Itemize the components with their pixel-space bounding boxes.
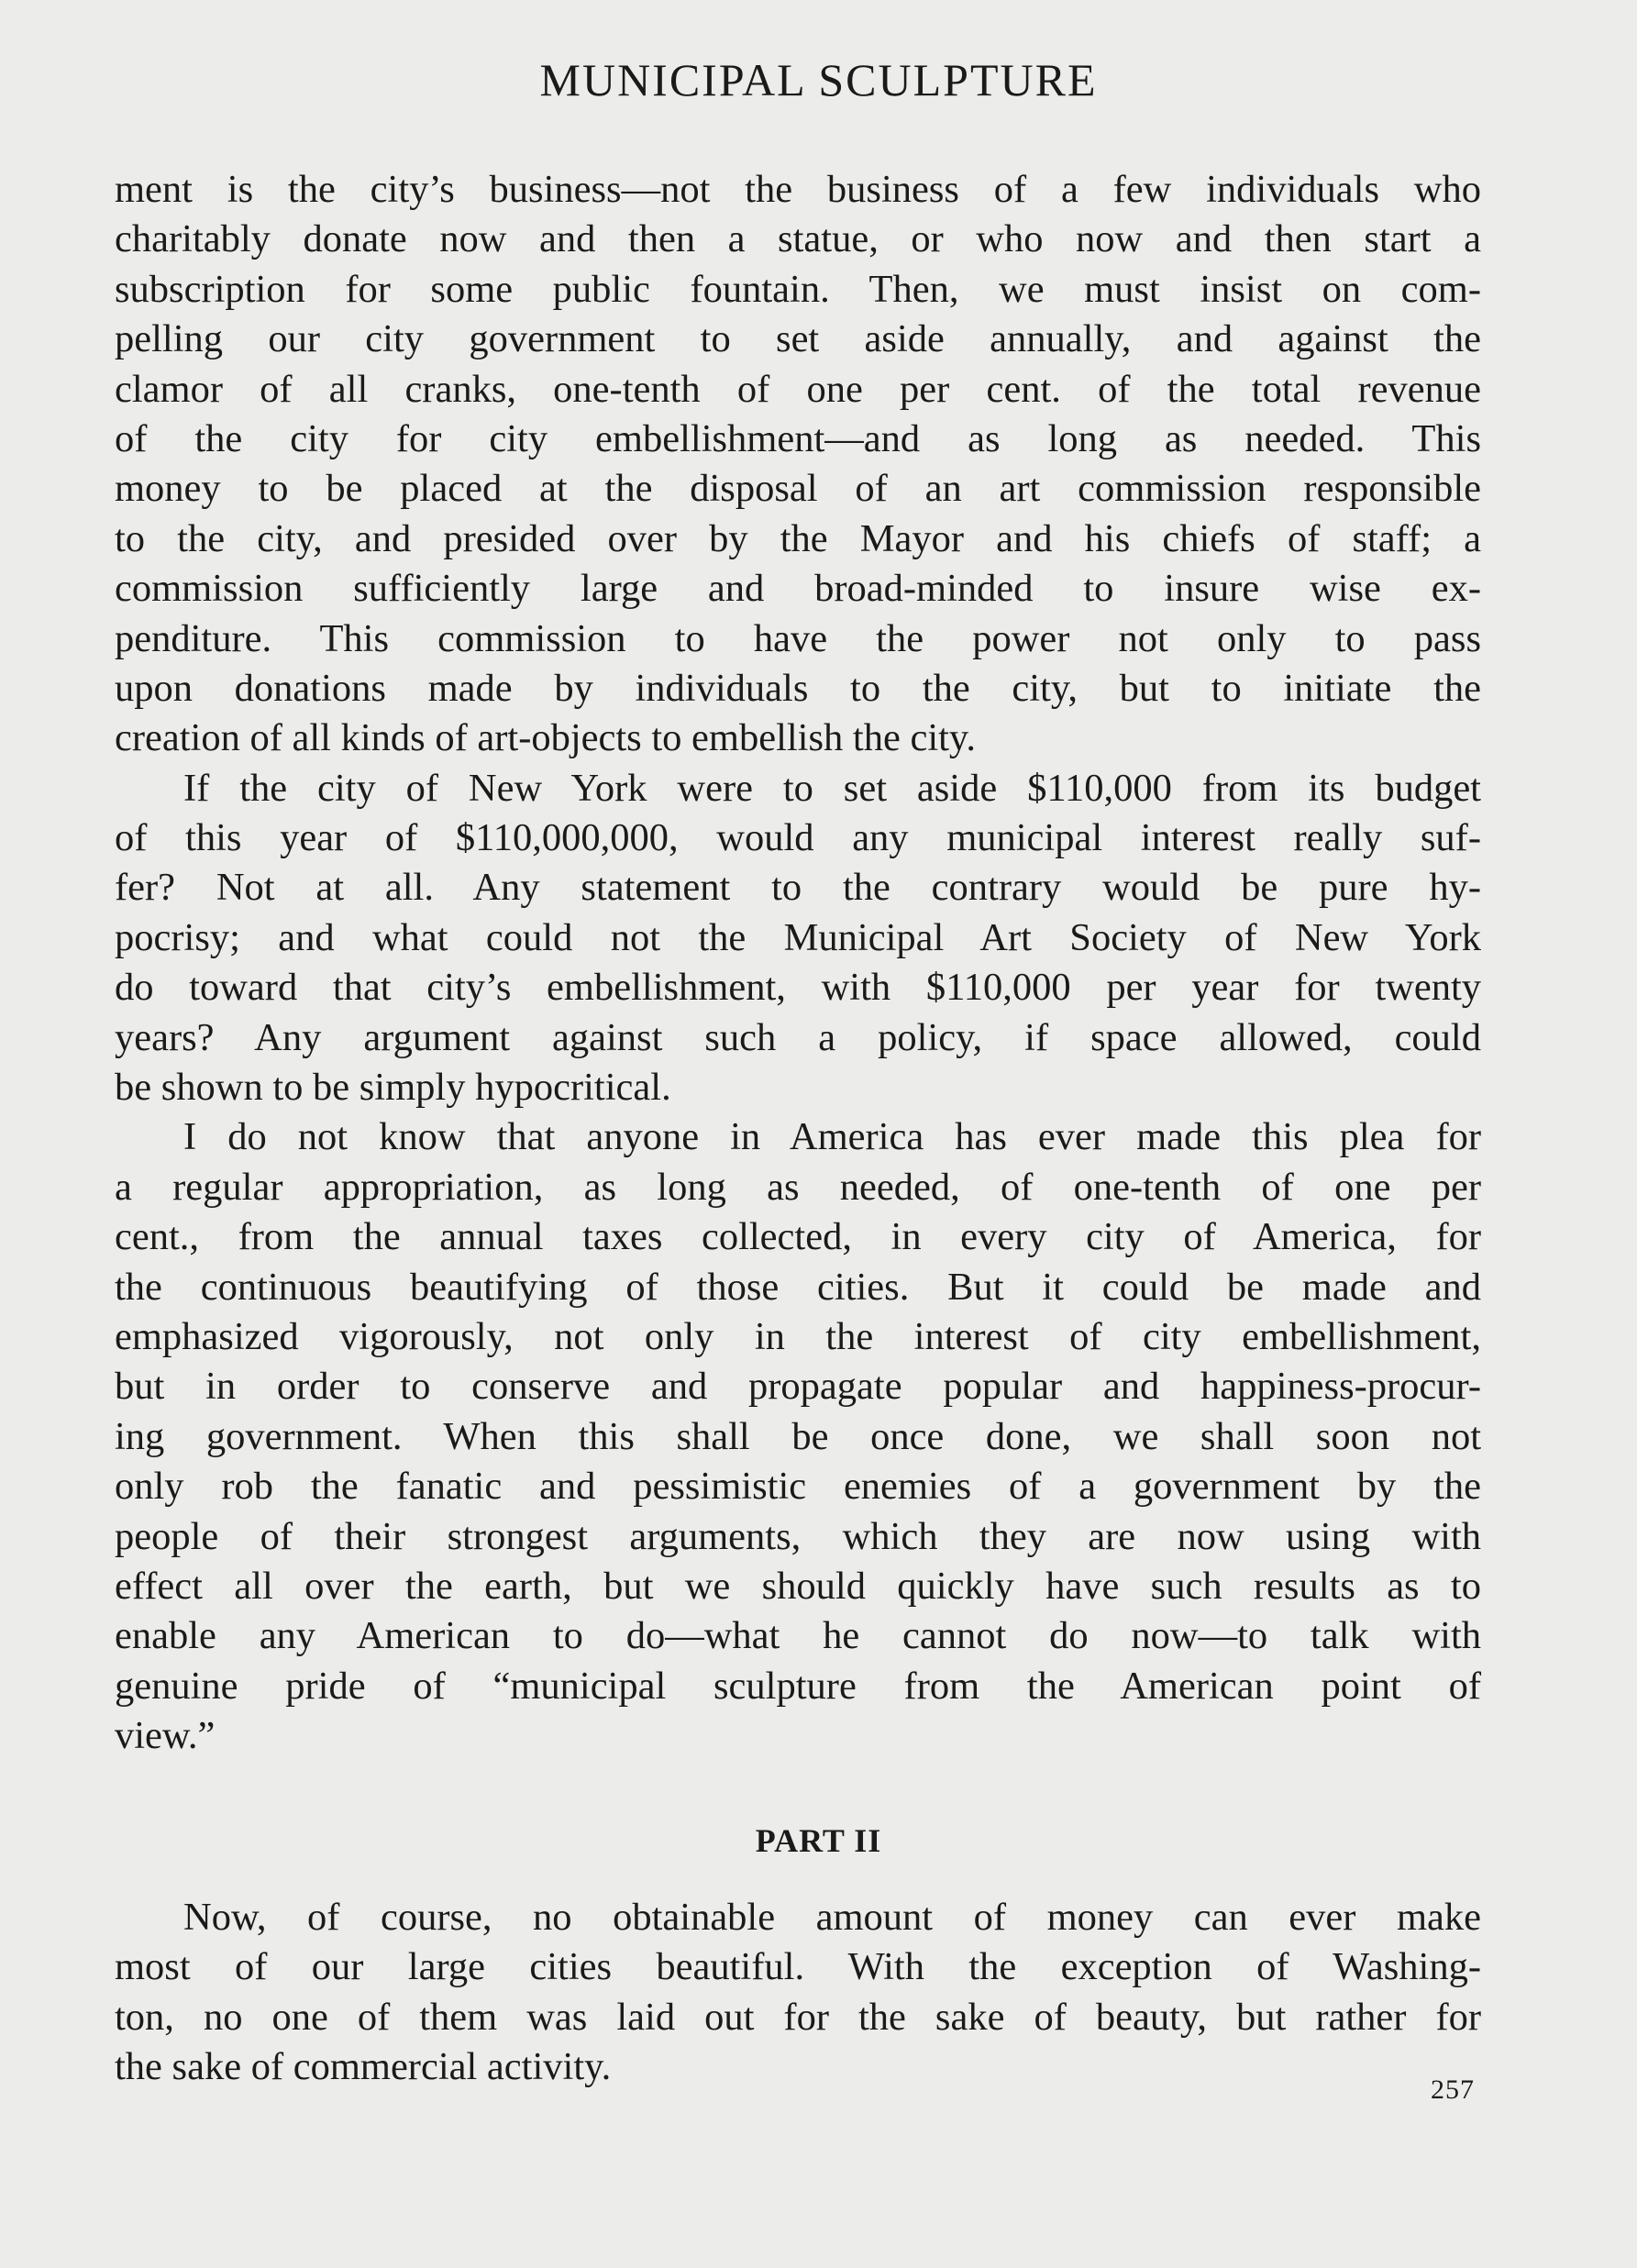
text-line: ment is the city’s business—not the business of a few individuals who: [115, 168, 1481, 211]
part-heading: PART II: [755, 1822, 882, 1859]
paragraph: [115, 165, 1481, 764]
text-line: to the city, and presided over by the Mayor and his chiefs of staff; a: [115, 516, 1481, 560]
text-line: of the city for city embellishment—and as long as needed. This: [115, 416, 1481, 460]
text-line: people of their strongest arguments, which they are now using with: [115, 1514, 1481, 1558]
text-line: ton, no one of them was laid out for the sake of beauty, but rather for: [115, 1995, 1481, 2039]
text-line: enable any American to do—what he cannot do now—to talk with: [115, 1614, 1481, 1658]
page-number: 257: [1431, 2074, 1475, 2105]
body-text-part-1: [115, 165, 1481, 1762]
text-line: the continuous beautifying of those cities. But it could be made and: [115, 1265, 1481, 1309]
text-line: ing government. When this shall be once done, we shall soon not: [115, 1414, 1481, 1458]
text-line: view.”: [115, 1714, 216, 1758]
text-line: Now, of course, no obtainable amount of money can ever make: [183, 1896, 1481, 1939]
text-line: years? Any argument against such a policy, if space allowed, could: [115, 1015, 1481, 1059]
text-line: but in order to conserve and propagate popular and happiness-procur-: [115, 1365, 1481, 1409]
paragraph: [115, 764, 1481, 1113]
text-line: pelling our city government to set aside annually, and against the: [115, 317, 1481, 361]
text-line: of this year of $110,000,000, would any municipal interest really suf-: [115, 816, 1481, 860]
text-line: charitably donate now and then a statue, or who now and then start a: [115, 217, 1481, 261]
text-line: emphasized vigorously, not only in the interest of city embellishment,: [115, 1314, 1481, 1358]
text-line: If the city of New York were to set aside $110,000 from its budget: [183, 766, 1481, 810]
text-line: creation of all kinds of art-objects to embellish the city.: [115, 716, 977, 760]
text-line: I do not know that anyone in America has ever made this plea for: [183, 1115, 1481, 1159]
text-line: upon donations made by individuals to the city, but to initiate the: [115, 666, 1481, 710]
paragraph: [115, 1893, 1481, 2093]
text-line: effect all over the earth, but we should quickly have such results as to: [115, 1564, 1481, 1608]
text-line: commission sufficiently large and broad-minded to insure wise ex-: [115, 567, 1481, 611]
text-line: cent., from the annual taxes collected, in every city of America, for: [115, 1215, 1481, 1259]
text-line: money to be placed at the disposal of an art commission responsible: [115, 467, 1481, 511]
text-line: genuine pride of “municipal sculpture from the American point of: [115, 1664, 1481, 1708]
paragraph: [115, 1112, 1481, 1761]
text-line: be shown to be simply hypocritical.: [115, 1066, 671, 1110]
text-line: penditure. This commission to have the power not only to pass: [115, 616, 1481, 660]
body-text-part-2: [115, 1893, 1481, 2093]
text-line: pocrisy; and what could not the Municipal Art Society of New York: [115, 915, 1481, 959]
text-line: most of our large cities beautiful. With the exception of Washing-: [115, 1945, 1481, 1989]
text-line: subscription for some public fountain. Then, we must insist on com-: [115, 267, 1481, 311]
text-line: the sake of commercial activity.: [115, 2045, 612, 2089]
text-line: only rob the fanatic and pessimistic enemies of a government by the: [115, 1465, 1481, 1509]
text-line: clamor of all cranks, one-tenth of one per cent. of the total revenue: [115, 367, 1481, 411]
running-head: MUNICIPAL SCULPTURE: [539, 54, 1098, 105]
text-line: fer? Not at all. Any statement to the contrary would be pure hy-: [115, 866, 1481, 910]
text-line: do toward that city’s embellishment, with $110,000 per year for twenty: [115, 966, 1481, 1010]
text-line: a regular appropriation, as long as needed, of one-tenth of one per: [115, 1165, 1481, 1209]
